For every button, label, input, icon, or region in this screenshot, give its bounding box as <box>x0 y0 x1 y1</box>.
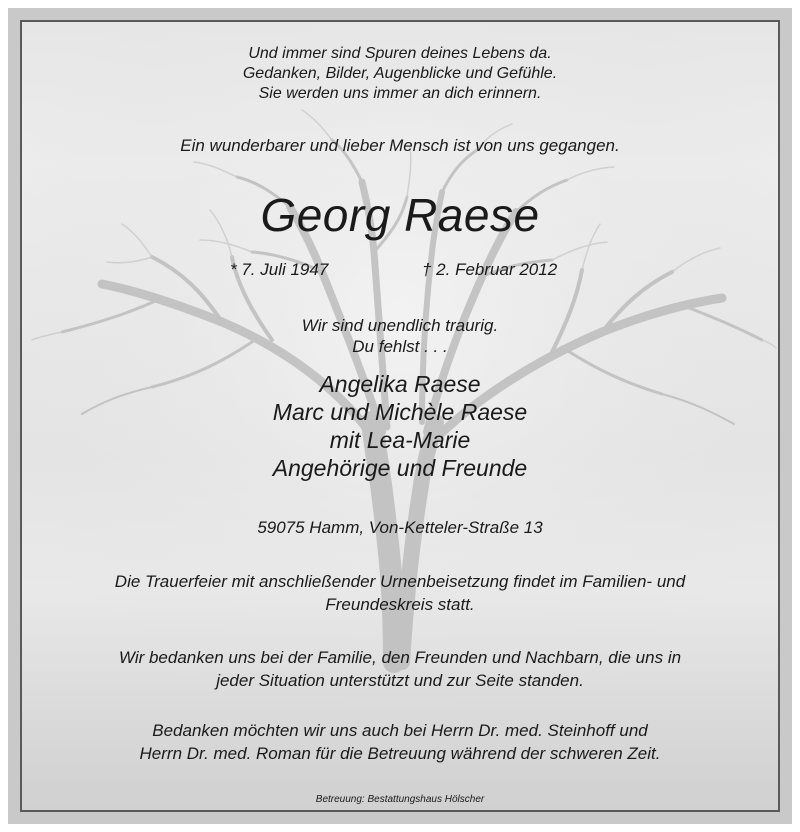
funeral-notice-line-1: Die Trauerfeier mit anschließender Urnenbeisetzung findet im Familien- und <box>114 572 686 591</box>
obituary-content <box>22 22 778 810</box>
mourner-2: Marc und Michèle Raese <box>272 399 528 425</box>
funeral-notice-line-2: Freundeskreis statt. <box>325 595 475 614</box>
deceased-name: Georg Raese <box>260 189 540 241</box>
verse-line-1: Und immer sind Spuren deines Lebens da. <box>248 45 552 62</box>
verse-line-2: Gedanken, Bilder, Augenblicke und Gefühle. <box>242 65 558 82</box>
life-dates <box>22 260 778 282</box>
thanks-doctors-line-2: Herrn Dr. med. Roman für die Betreuung während der schweren Zeit. <box>139 744 661 763</box>
footer-credit: Betreuung: Bestattungshaus Hölscher <box>315 794 485 805</box>
grief-line-2: Du fehlst . . . <box>352 337 448 356</box>
mourner-1: Angelika Raese <box>319 371 481 397</box>
intro-text: Ein wunderbarer und lieber Mensch ist von uns gegangen. <box>180 136 620 155</box>
thanks-family-line-1: Wir bedanken uns bei der Familie, den Freunden und Nachbarn, die uns in <box>118 648 682 667</box>
obituary-frame <box>8 8 792 824</box>
grief-line-1: Wir sind unendlich traurig. <box>301 316 499 335</box>
thanks-family-line-2: jeder Situation unterstützt und zur Seite standen. <box>216 671 584 690</box>
birth-date: * 7. Juli 1947 <box>230 260 329 279</box>
address: 59075 Hamm, Von-Ketteler-Straße 13 <box>257 518 543 537</box>
verse-line-3: Sie werden uns immer an dich erinnern. <box>258 85 542 102</box>
thanks-doctors-line-1: Bedanken möchten wir uns auch bei Herrn Dr. med. Steinhoff und <box>152 721 648 740</box>
obituary-panel <box>20 20 780 812</box>
mourner-4: Angehörige und Freunde <box>272 455 528 481</box>
death-date: † 2. Februar 2012 <box>422 260 558 279</box>
mourner-3: mit Lea-Marie <box>329 427 471 453</box>
